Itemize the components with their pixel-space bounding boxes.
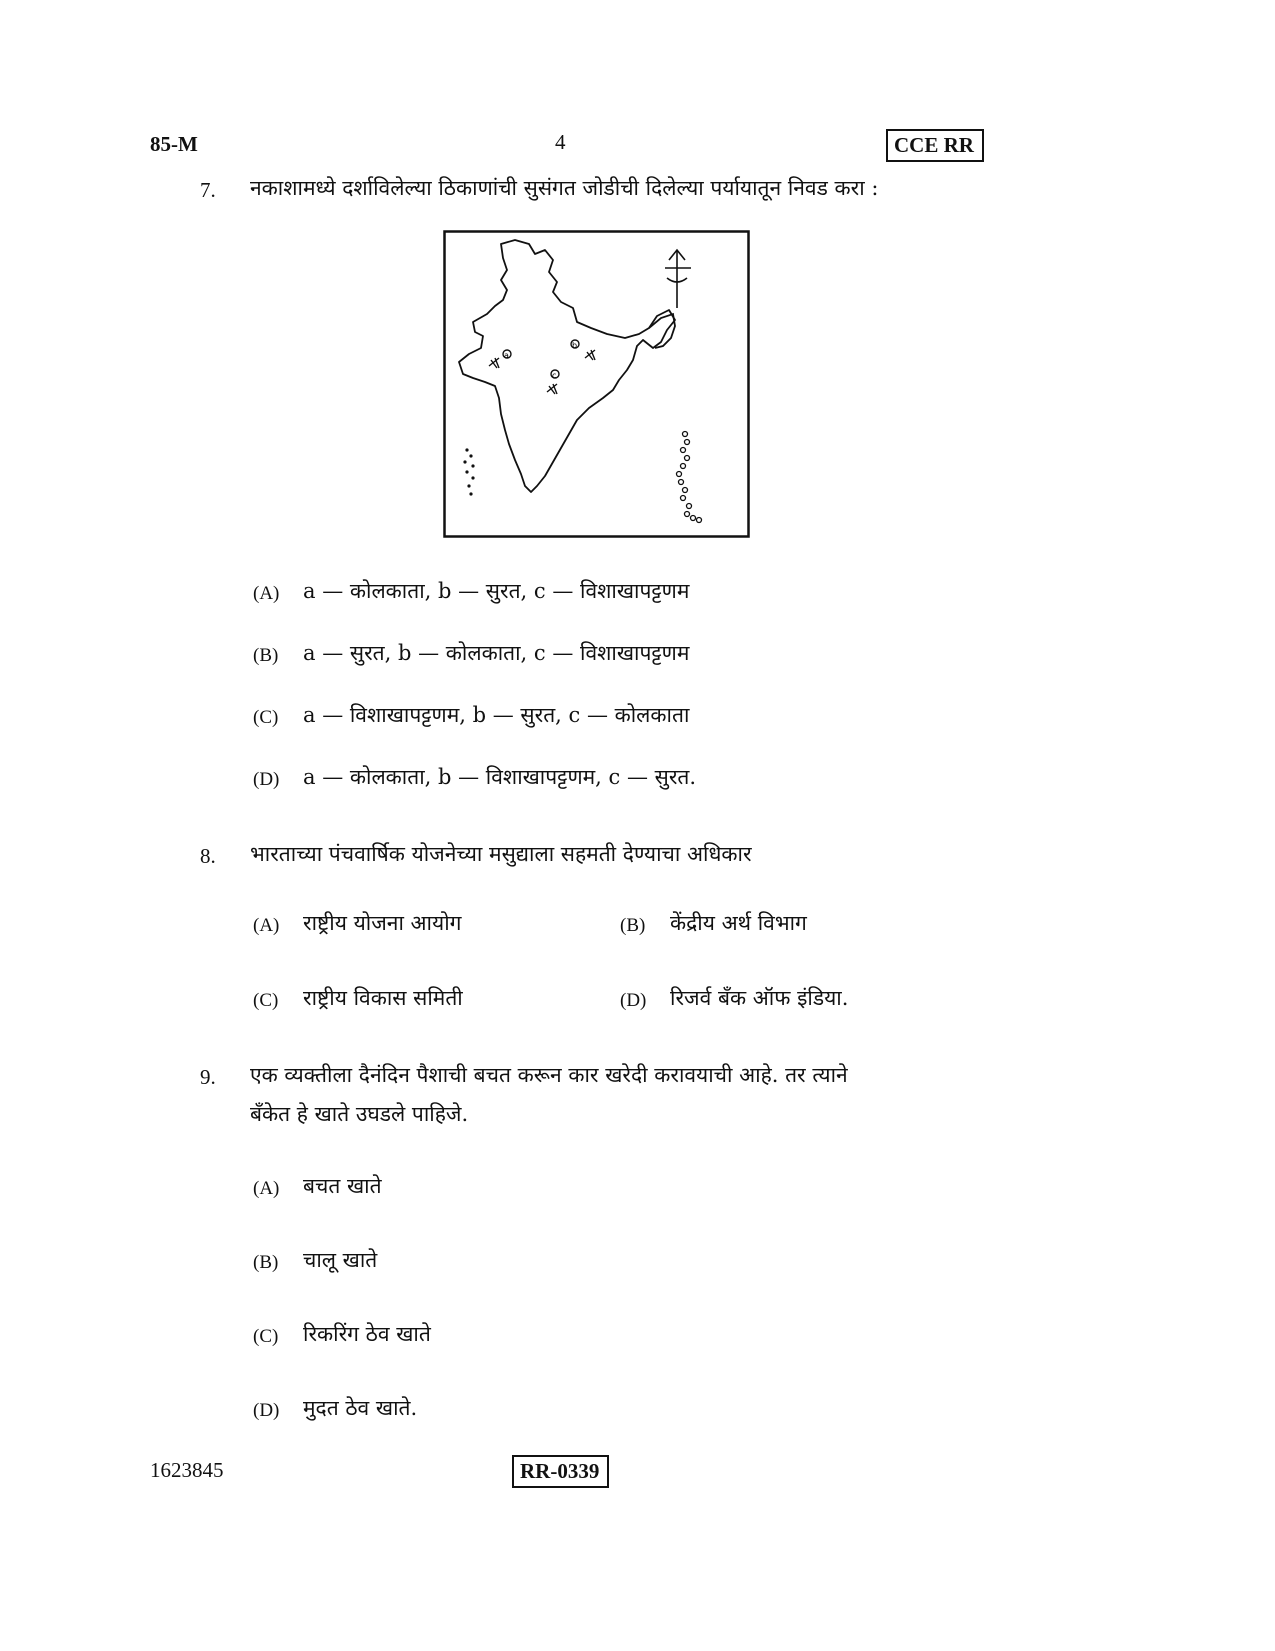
q9-option-b-text: चालू खाते: [303, 1248, 378, 1272]
map-label-c: c: [552, 371, 557, 380]
lakshadweep-islands: [463, 448, 474, 495]
question-8-number: 8.: [200, 844, 216, 868]
q7-option-d-letter: (D): [253, 769, 280, 790]
q7-option-c-letter: (C): [253, 707, 279, 728]
footer-code-badge: RR-0339: [512, 1455, 609, 1488]
q8-option-c-text: राष्ट्रीय विकास समिती: [303, 986, 463, 1010]
q8-option-a-letter: (A): [253, 915, 280, 936]
booklet-serial-number: 1623845: [150, 1458, 224, 1482]
question-9-number: 9.: [200, 1065, 216, 1089]
q7-option-a-text: a — कोलकाता, b — सुरत, c — विशाखापट्टणम: [303, 579, 690, 603]
northeast-outline: [649, 314, 675, 348]
q8-option-c-letter: (C): [253, 990, 279, 1011]
q8-option-b-letter: (B): [620, 915, 646, 936]
q7-option-d-text: a — कोलकाता, b — विशाखापट्टणम, c — सुरत.: [303, 765, 697, 789]
q9-option-a-letter: (A): [253, 1178, 280, 1199]
north-arrow: [665, 250, 691, 308]
question-7-text: नकाशामध्ये दर्शाविलेल्या ठिकाणांची सुसंगत जोडीची दिलेल्या पर्यायातून निवड करा :: [250, 176, 879, 200]
paper-code: 85-M: [150, 132, 198, 156]
page-number: 4: [555, 130, 566, 154]
question-8-text: भारताच्या पंचवार्षिक योजनेच्या मसुद्याला सहमती देण्याचा अधिकार: [250, 842, 752, 866]
q8-option-d-text: रिजर्व बँक ऑफ इंडिया.: [670, 986, 849, 1010]
q9-option-d-text: मुदत ठेव खाते.: [303, 1396, 418, 1420]
map-label-b: b: [572, 341, 578, 350]
series-badge: CCE RR: [886, 129, 984, 162]
q8-option-d-letter: (D): [620, 990, 647, 1011]
q8-option-a-text: राष्ट्रीय योजना आयोग: [303, 911, 462, 935]
q9-option-c-letter: (C): [253, 1326, 279, 1347]
q7-option-b-text: a — सुरत, b — कोलकाता, c — विशाखापट्टणम: [303, 641, 690, 665]
question-7-number: 7.: [200, 178, 216, 202]
q9-option-b-letter: (B): [253, 1252, 279, 1273]
andaman-nicobar-islands: [677, 432, 702, 523]
question-9-text-line2: बँकेत हे खाते उघडले पाहिजे.: [250, 1102, 469, 1126]
india-map-figure: [443, 230, 750, 540]
question-9-text-line1: एक व्यक्तीला दैनंदिन पैशाची बचत करून कार खरेदी करावयाची आहे. तर त्याने: [250, 1063, 848, 1087]
q7-option-b-letter: (B): [253, 645, 279, 666]
india-outline: [459, 240, 675, 492]
q9-option-c-text: रिकरिंग ठेव खाते: [303, 1322, 431, 1346]
q8-option-b-text: केंद्रीय अर्थ विभाग: [670, 911, 807, 935]
q7-option-c-text: a — विशाखापट्टणम, b — सुरत, c — कोलकाता: [303, 703, 690, 727]
q7-option-a-letter: (A): [253, 583, 280, 604]
q9-option-a-text: बचत खाते: [303, 1174, 382, 1198]
map-label-a: a: [504, 351, 509, 360]
q9-option-d-letter: (D): [253, 1400, 280, 1421]
india-map-drawing: [443, 230, 750, 540]
